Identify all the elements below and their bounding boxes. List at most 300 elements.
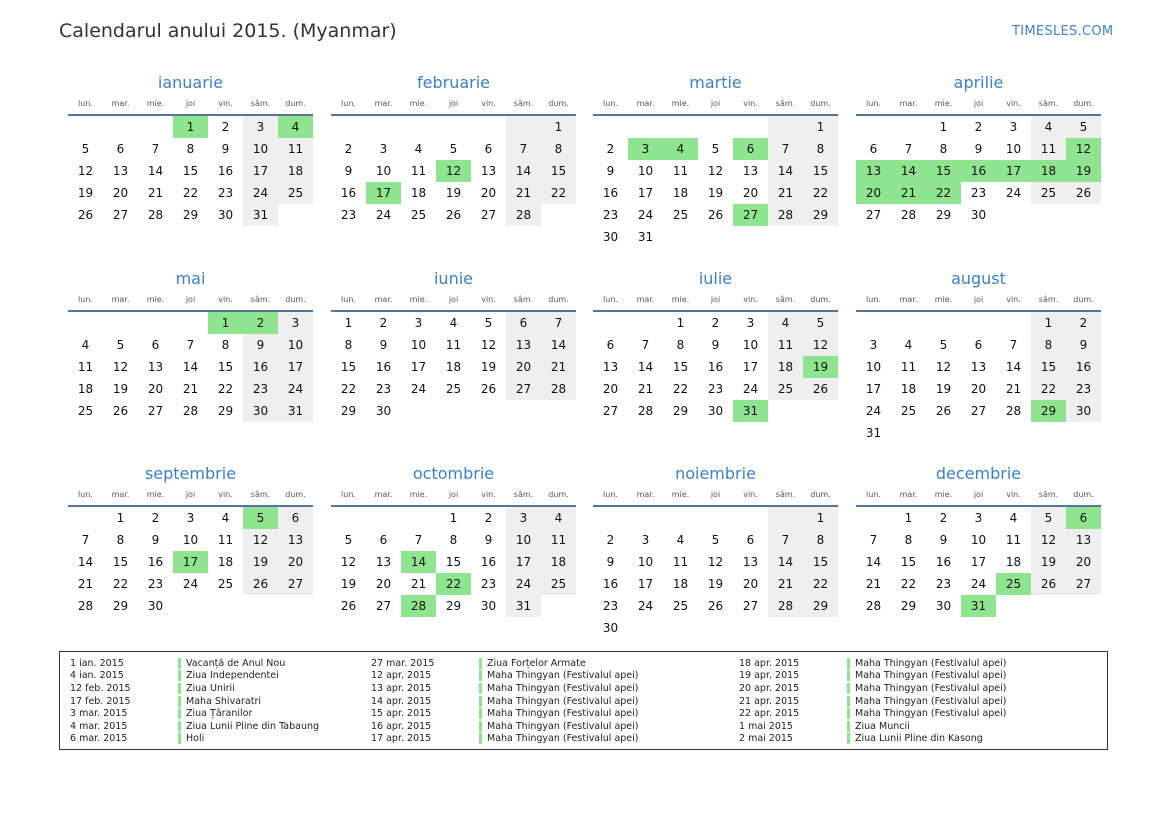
- day-cell[interactable]: 20: [970, 382, 987, 396]
- day-cell[interactable]: 6: [974, 338, 983, 352]
- day-cell[interactable]: 12: [112, 360, 129, 374]
- day-cell[interactable]: 10: [182, 533, 199, 547]
- day-cell[interactable]: 30: [1066, 400, 1101, 422]
- day-cell[interactable]: 23: [217, 186, 234, 200]
- day-cell[interactable]: 8: [116, 533, 125, 547]
- day-cell[interactable]: 24: [1005, 186, 1022, 200]
- day-cell[interactable]: 26: [243, 573, 278, 595]
- day-cell[interactable]: 15: [926, 160, 961, 182]
- day-cell[interactable]: 23: [970, 186, 987, 200]
- day-cell[interactable]: 22: [541, 182, 576, 204]
- day-cell[interactable]: 5: [81, 142, 90, 156]
- day-cell[interactable]: 17: [173, 551, 208, 573]
- day-cell[interactable]: 17: [970, 555, 987, 569]
- day-cell[interactable]: 12: [707, 555, 724, 569]
- day-cell[interactable]: 31: [865, 426, 882, 440]
- day-cell[interactable]: 18: [900, 382, 917, 396]
- day-cell[interactable]: 29: [217, 404, 234, 418]
- day-cell[interactable]: 22: [340, 382, 357, 396]
- day-cell[interactable]: 18: [1005, 555, 1022, 569]
- day-cell[interactable]: 26: [707, 599, 724, 613]
- day-cell[interactable]: 16: [340, 186, 357, 200]
- day-cell[interactable]: 28: [865, 599, 882, 613]
- day-cell[interactable]: 23: [243, 378, 278, 400]
- day-cell[interactable]: 4: [414, 142, 423, 156]
- day-cell[interactable]: 20: [278, 551, 313, 573]
- day-cell[interactable]: 1: [449, 511, 458, 525]
- day-cell[interactable]: 1: [803, 507, 838, 529]
- day-cell[interactable]: 1: [904, 511, 913, 525]
- day-cell[interactable]: 29: [900, 599, 917, 613]
- day-cell[interactable]: 22: [803, 573, 838, 595]
- day-cell[interactable]: 12: [436, 160, 471, 182]
- day-cell[interactable]: 7: [414, 533, 423, 547]
- day-cell[interactable]: 6: [278, 507, 313, 529]
- day-cell[interactable]: 31: [961, 595, 996, 617]
- day-cell[interactable]: 16: [935, 555, 952, 569]
- day-cell[interactable]: 6: [116, 142, 125, 156]
- brand-link[interactable]: TIMESLES.COM: [1012, 24, 1114, 39]
- day-cell[interactable]: 30: [217, 208, 234, 222]
- day-cell[interactable]: 11: [672, 164, 689, 178]
- day-cell[interactable]: 28: [900, 208, 917, 222]
- day-cell[interactable]: 4: [449, 316, 458, 330]
- day-cell[interactable]: 19: [445, 186, 462, 200]
- day-cell[interactable]: 8: [803, 138, 838, 160]
- day-cell[interactable]: 28: [1005, 404, 1022, 418]
- day-cell[interactable]: 12: [77, 164, 94, 178]
- day-cell[interactable]: 11: [217, 533, 234, 547]
- day-cell[interactable]: 9: [606, 164, 615, 178]
- day-cell[interactable]: 10: [637, 555, 654, 569]
- day-cell[interactable]: 3: [974, 511, 983, 525]
- day-cell[interactable]: 5: [449, 142, 458, 156]
- day-cell[interactable]: 7: [81, 533, 90, 547]
- day-cell[interactable]: 16: [480, 555, 497, 569]
- day-cell[interactable]: 14: [541, 334, 576, 356]
- day-cell[interactable]: 4: [676, 533, 685, 547]
- day-cell[interactable]: 21: [1005, 382, 1022, 396]
- day-cell[interactable]: 19: [1031, 551, 1066, 573]
- day-cell[interactable]: 18: [541, 551, 576, 573]
- day-cell[interactable]: 8: [803, 529, 838, 551]
- day-cell[interactable]: 20: [856, 182, 891, 204]
- day-cell[interactable]: 9: [344, 164, 353, 178]
- day-cell[interactable]: 3: [746, 316, 755, 330]
- day-cell[interactable]: 16: [375, 360, 392, 374]
- day-cell[interactable]: 25: [77, 404, 94, 418]
- day-cell[interactable]: 27: [742, 599, 759, 613]
- day-cell[interactable]: 14: [401, 551, 436, 573]
- day-cell[interactable]: 19: [243, 551, 278, 573]
- day-cell[interactable]: 26: [1031, 573, 1066, 595]
- day-cell[interactable]: 4: [81, 338, 90, 352]
- day-cell[interactable]: 18: [410, 186, 427, 200]
- day-cell[interactable]: 15: [1031, 356, 1066, 378]
- day-cell[interactable]: 23: [375, 382, 392, 396]
- day-cell[interactable]: 25: [278, 182, 313, 204]
- day-cell[interactable]: 21: [891, 182, 926, 204]
- day-cell[interactable]: 22: [217, 382, 234, 396]
- day-cell[interactable]: 20: [147, 382, 164, 396]
- day-cell[interactable]: 9: [221, 142, 230, 156]
- day-cell[interactable]: 6: [606, 338, 615, 352]
- day-cell[interactable]: 28: [506, 204, 541, 226]
- day-cell[interactable]: 31: [637, 230, 654, 244]
- day-cell[interactable]: 22: [112, 577, 129, 591]
- day-cell[interactable]: 21: [506, 182, 541, 204]
- day-cell[interactable]: 10: [637, 164, 654, 178]
- day-cell[interactable]: 4: [221, 511, 230, 525]
- day-cell[interactable]: 30: [243, 400, 278, 422]
- day-cell[interactable]: 8: [541, 138, 576, 160]
- day-cell[interactable]: 10: [970, 533, 987, 547]
- day-cell[interactable]: 19: [803, 356, 838, 378]
- day-cell[interactable]: 15: [112, 555, 129, 569]
- day-cell[interactable]: 1: [116, 511, 125, 525]
- day-cell[interactable]: 8: [676, 338, 685, 352]
- day-cell[interactable]: 17: [996, 160, 1031, 182]
- day-cell[interactable]: 28: [401, 595, 436, 617]
- day-cell[interactable]: 31: [733, 400, 768, 422]
- day-cell[interactable]: 15: [541, 160, 576, 182]
- day-cell[interactable]: 19: [77, 186, 94, 200]
- day-cell[interactable]: 14: [891, 160, 926, 182]
- day-cell[interactable]: 24: [375, 208, 392, 222]
- day-cell[interactable]: 5: [243, 507, 278, 529]
- day-cell[interactable]: 1: [1031, 312, 1066, 334]
- day-cell[interactable]: 12: [803, 334, 838, 356]
- day-cell[interactable]: 25: [672, 599, 689, 613]
- day-cell[interactable]: 29: [803, 204, 838, 226]
- day-cell[interactable]: 29: [112, 599, 129, 613]
- day-cell[interactable]: 10: [410, 338, 427, 352]
- day-cell[interactable]: 2: [151, 511, 160, 525]
- day-cell[interactable]: 14: [506, 160, 541, 182]
- day-cell[interactable]: 6: [506, 312, 541, 334]
- day-cell[interactable]: 12: [480, 338, 497, 352]
- day-cell[interactable]: 17: [865, 382, 882, 396]
- day-cell[interactable]: 31: [278, 400, 313, 422]
- day-cell[interactable]: 24: [637, 599, 654, 613]
- day-cell[interactable]: 11: [410, 164, 427, 178]
- day-cell[interactable]: 1: [803, 116, 838, 138]
- day-cell[interactable]: 12: [243, 529, 278, 551]
- day-cell[interactable]: 9: [939, 533, 948, 547]
- day-cell[interactable]: 2: [379, 316, 388, 330]
- day-cell[interactable]: 13: [742, 555, 759, 569]
- day-cell[interactable]: 23: [340, 208, 357, 222]
- day-cell[interactable]: 3: [414, 316, 423, 330]
- day-cell[interactable]: 20: [1066, 551, 1101, 573]
- day-cell[interactable]: 9: [151, 533, 160, 547]
- day-cell[interactable]: 17: [366, 182, 401, 204]
- day-cell[interactable]: 4: [904, 338, 913, 352]
- day-cell[interactable]: 23: [147, 577, 164, 591]
- day-cell[interactable]: 16: [602, 577, 619, 591]
- day-cell[interactable]: 24: [243, 182, 278, 204]
- day-cell[interactable]: 21: [77, 577, 94, 591]
- day-cell[interactable]: 26: [445, 208, 462, 222]
- day-cell[interactable]: 25: [768, 378, 803, 400]
- day-cell[interactable]: 28: [768, 595, 803, 617]
- day-cell[interactable]: 2: [344, 142, 353, 156]
- day-cell[interactable]: 30: [480, 599, 497, 613]
- day-cell[interactable]: 8: [186, 142, 195, 156]
- day-cell[interactable]: 11: [445, 338, 462, 352]
- day-cell[interactable]: 2: [484, 511, 493, 525]
- day-cell[interactable]: 29: [340, 404, 357, 418]
- day-cell[interactable]: 29: [935, 208, 952, 222]
- day-cell[interactable]: 17: [278, 356, 313, 378]
- day-cell[interactable]: 7: [869, 533, 878, 547]
- day-cell[interactable]: 17: [506, 551, 541, 573]
- day-cell[interactable]: 8: [904, 533, 913, 547]
- day-cell[interactable]: 7: [768, 529, 803, 551]
- day-cell[interactable]: 25: [900, 404, 917, 418]
- day-cell[interactable]: 18: [672, 186, 689, 200]
- day-cell[interactable]: 31: [243, 204, 278, 226]
- day-cell[interactable]: 13: [602, 360, 619, 374]
- day-cell[interactable]: 1: [676, 316, 685, 330]
- day-cell[interactable]: 29: [672, 404, 689, 418]
- day-cell[interactable]: 19: [707, 577, 724, 591]
- day-cell[interactable]: 13: [112, 164, 129, 178]
- day-cell[interactable]: 10: [1005, 142, 1022, 156]
- day-cell[interactable]: 2: [243, 312, 278, 334]
- day-cell[interactable]: 28: [182, 404, 199, 418]
- day-cell[interactable]: 2: [1066, 312, 1101, 334]
- day-cell[interactable]: 26: [112, 404, 129, 418]
- day-cell[interactable]: 11: [900, 360, 917, 374]
- day-cell[interactable]: 23: [602, 599, 619, 613]
- day-cell[interactable]: 28: [768, 204, 803, 226]
- day-cell[interactable]: 26: [480, 382, 497, 396]
- day-cell[interactable]: 17: [742, 360, 759, 374]
- day-cell[interactable]: 13: [278, 529, 313, 551]
- day-cell[interactable]: 17: [243, 160, 278, 182]
- day-cell[interactable]: 27: [970, 404, 987, 418]
- day-cell[interactable]: 22: [1031, 378, 1066, 400]
- day-cell[interactable]: 21: [147, 186, 164, 200]
- day-cell[interactable]: 13: [375, 555, 392, 569]
- day-cell[interactable]: 30: [970, 208, 987, 222]
- day-cell[interactable]: 15: [672, 360, 689, 374]
- day-cell[interactable]: 28: [77, 599, 94, 613]
- day-cell[interactable]: 9: [484, 533, 493, 547]
- day-cell[interactable]: 23: [935, 577, 952, 591]
- day-cell[interactable]: 20: [506, 356, 541, 378]
- day-cell[interactable]: 10: [865, 360, 882, 374]
- day-cell[interactable]: 2: [606, 533, 615, 547]
- day-cell[interactable]: 4: [663, 138, 698, 160]
- day-cell[interactable]: 1: [173, 116, 208, 138]
- day-cell[interactable]: 14: [77, 555, 94, 569]
- day-cell[interactable]: 6: [151, 338, 160, 352]
- day-cell[interactable]: 15: [217, 360, 234, 374]
- day-cell[interactable]: 2: [974, 120, 983, 134]
- day-cell[interactable]: 3: [628, 138, 663, 160]
- day-cell[interactable]: 7: [1009, 338, 1018, 352]
- day-cell[interactable]: 28: [637, 404, 654, 418]
- day-cell[interactable]: 5: [116, 338, 125, 352]
- day-cell[interactable]: 26: [1066, 182, 1101, 204]
- day-cell[interactable]: 5: [711, 142, 720, 156]
- day-cell[interactable]: 27: [480, 208, 497, 222]
- day-cell[interactable]: 15: [182, 164, 199, 178]
- day-cell[interactable]: 18: [445, 360, 462, 374]
- day-cell[interactable]: 21: [768, 573, 803, 595]
- day-cell[interactable]: 22: [672, 382, 689, 396]
- day-cell[interactable]: 9: [1066, 334, 1101, 356]
- day-cell[interactable]: 3: [641, 533, 650, 547]
- day-cell[interactable]: 27: [1066, 573, 1101, 595]
- day-cell[interactable]: 13: [856, 160, 891, 182]
- day-cell[interactable]: 16: [602, 186, 619, 200]
- day-cell[interactable]: 29: [445, 599, 462, 613]
- day-cell[interactable]: 5: [484, 316, 493, 330]
- day-cell[interactable]: 23: [602, 208, 619, 222]
- day-cell[interactable]: 15: [803, 160, 838, 182]
- day-cell[interactable]: 1: [939, 120, 948, 134]
- day-cell[interactable]: 22: [803, 182, 838, 204]
- day-cell[interactable]: 13: [480, 164, 497, 178]
- day-cell[interactable]: 11: [77, 360, 94, 374]
- day-cell[interactable]: 3: [243, 116, 278, 138]
- day-cell[interactable]: 11: [768, 334, 803, 356]
- day-cell[interactable]: 30: [602, 230, 619, 244]
- day-cell[interactable]: 24: [637, 208, 654, 222]
- day-cell[interactable]: 9: [243, 334, 278, 356]
- day-cell[interactable]: 8: [221, 338, 230, 352]
- day-cell[interactable]: 12: [1031, 529, 1066, 551]
- day-cell[interactable]: 11: [541, 529, 576, 551]
- day-cell[interactable]: 10: [742, 338, 759, 352]
- day-cell[interactable]: 5: [1066, 116, 1101, 138]
- day-cell[interactable]: 19: [112, 382, 129, 396]
- day-cell[interactable]: 1: [541, 116, 576, 138]
- day-cell[interactable]: 20: [742, 186, 759, 200]
- day-cell[interactable]: 6: [869, 142, 878, 156]
- day-cell[interactable]: 25: [672, 208, 689, 222]
- day-cell[interactable]: 9: [711, 338, 720, 352]
- day-cell[interactable]: 7: [904, 142, 913, 156]
- day-cell[interactable]: 4: [278, 116, 313, 138]
- day-cell[interactable]: 21: [768, 182, 803, 204]
- day-cell[interactable]: 7: [541, 312, 576, 334]
- day-cell[interactable]: 21: [865, 577, 882, 591]
- day-cell[interactable]: 11: [278, 138, 313, 160]
- day-cell[interactable]: 12: [935, 360, 952, 374]
- day-cell[interactable]: 26: [340, 599, 357, 613]
- day-cell[interactable]: 23: [1066, 378, 1101, 400]
- day-cell[interactable]: 12: [1066, 138, 1101, 160]
- day-cell[interactable]: 18: [278, 160, 313, 182]
- day-cell[interactable]: 30: [602, 621, 619, 635]
- day-cell[interactable]: 9: [606, 555, 615, 569]
- day-cell[interactable]: 14: [1005, 360, 1022, 374]
- day-cell[interactable]: 8: [939, 142, 948, 156]
- day-cell[interactable]: 20: [742, 577, 759, 591]
- day-cell[interactable]: 26: [77, 208, 94, 222]
- day-cell[interactable]: 27: [865, 208, 882, 222]
- day-cell[interactable]: 10: [243, 138, 278, 160]
- day-cell[interactable]: 27: [506, 378, 541, 400]
- day-cell[interactable]: 3: [186, 511, 195, 525]
- day-cell[interactable]: 11: [1005, 533, 1022, 547]
- day-cell[interactable]: 11: [1031, 138, 1066, 160]
- day-cell[interactable]: 1: [208, 312, 243, 334]
- day-cell[interactable]: 30: [935, 599, 952, 613]
- day-cell[interactable]: 9: [379, 338, 388, 352]
- day-cell[interactable]: 3: [869, 338, 878, 352]
- day-cell[interactable]: 27: [375, 599, 392, 613]
- day-cell[interactable]: 27: [602, 404, 619, 418]
- day-cell[interactable]: 21: [637, 382, 654, 396]
- day-cell[interactable]: 16: [707, 360, 724, 374]
- day-cell[interactable]: 14: [637, 360, 654, 374]
- day-cell[interactable]: 29: [803, 595, 838, 617]
- day-cell[interactable]: 3: [1009, 120, 1018, 134]
- day-cell[interactable]: 17: [637, 186, 654, 200]
- day-cell[interactable]: 5: [803, 312, 838, 334]
- day-cell[interactable]: 4: [541, 507, 576, 529]
- day-cell[interactable]: 14: [768, 551, 803, 573]
- day-cell[interactable]: 24: [410, 382, 427, 396]
- day-cell[interactable]: 24: [970, 577, 987, 591]
- day-cell[interactable]: 25: [410, 208, 427, 222]
- day-cell[interactable]: 8: [449, 533, 458, 547]
- day-cell[interactable]: 7: [768, 138, 803, 160]
- day-cell[interactable]: 16: [1066, 356, 1101, 378]
- day-cell[interactable]: 12: [707, 164, 724, 178]
- day-cell[interactable]: 17: [637, 577, 654, 591]
- day-cell[interactable]: 13: [742, 164, 759, 178]
- day-cell[interactable]: 21: [182, 382, 199, 396]
- day-cell[interactable]: 23: [480, 577, 497, 591]
- day-cell[interactable]: 16: [217, 164, 234, 178]
- day-cell[interactable]: 15: [900, 555, 917, 569]
- day-cell[interactable]: 29: [182, 208, 199, 222]
- day-cell[interactable]: 25: [445, 382, 462, 396]
- day-cell[interactable]: 6: [1066, 507, 1101, 529]
- day-cell[interactable]: 16: [961, 160, 996, 182]
- day-cell[interactable]: 25: [541, 573, 576, 595]
- day-cell[interactable]: 18: [1031, 160, 1066, 182]
- day-cell[interactable]: 10: [506, 529, 541, 551]
- day-cell[interactable]: 24: [182, 577, 199, 591]
- day-cell[interactable]: 7: [641, 338, 650, 352]
- day-cell[interactable]: 29: [1031, 400, 1066, 422]
- day-cell[interactable]: 3: [506, 507, 541, 529]
- day-cell[interactable]: 12: [340, 555, 357, 569]
- day-cell[interactable]: 17: [410, 360, 427, 374]
- day-cell[interactable]: 20: [112, 186, 129, 200]
- day-cell[interactable]: 14: [147, 164, 164, 178]
- day-cell[interactable]: 7: [506, 138, 541, 160]
- day-cell[interactable]: 13: [506, 334, 541, 356]
- day-cell[interactable]: 30: [707, 404, 724, 418]
- day-cell[interactable]: 27: [278, 573, 313, 595]
- day-cell[interactable]: 8: [344, 338, 353, 352]
- day-cell[interactable]: 13: [1066, 529, 1101, 551]
- day-cell[interactable]: 14: [768, 160, 803, 182]
- day-cell[interactable]: 27: [147, 404, 164, 418]
- day-cell[interactable]: 4: [1031, 116, 1066, 138]
- day-cell[interactable]: 20: [375, 577, 392, 591]
- day-cell[interactable]: 22: [436, 573, 471, 595]
- day-cell[interactable]: 9: [974, 142, 983, 156]
